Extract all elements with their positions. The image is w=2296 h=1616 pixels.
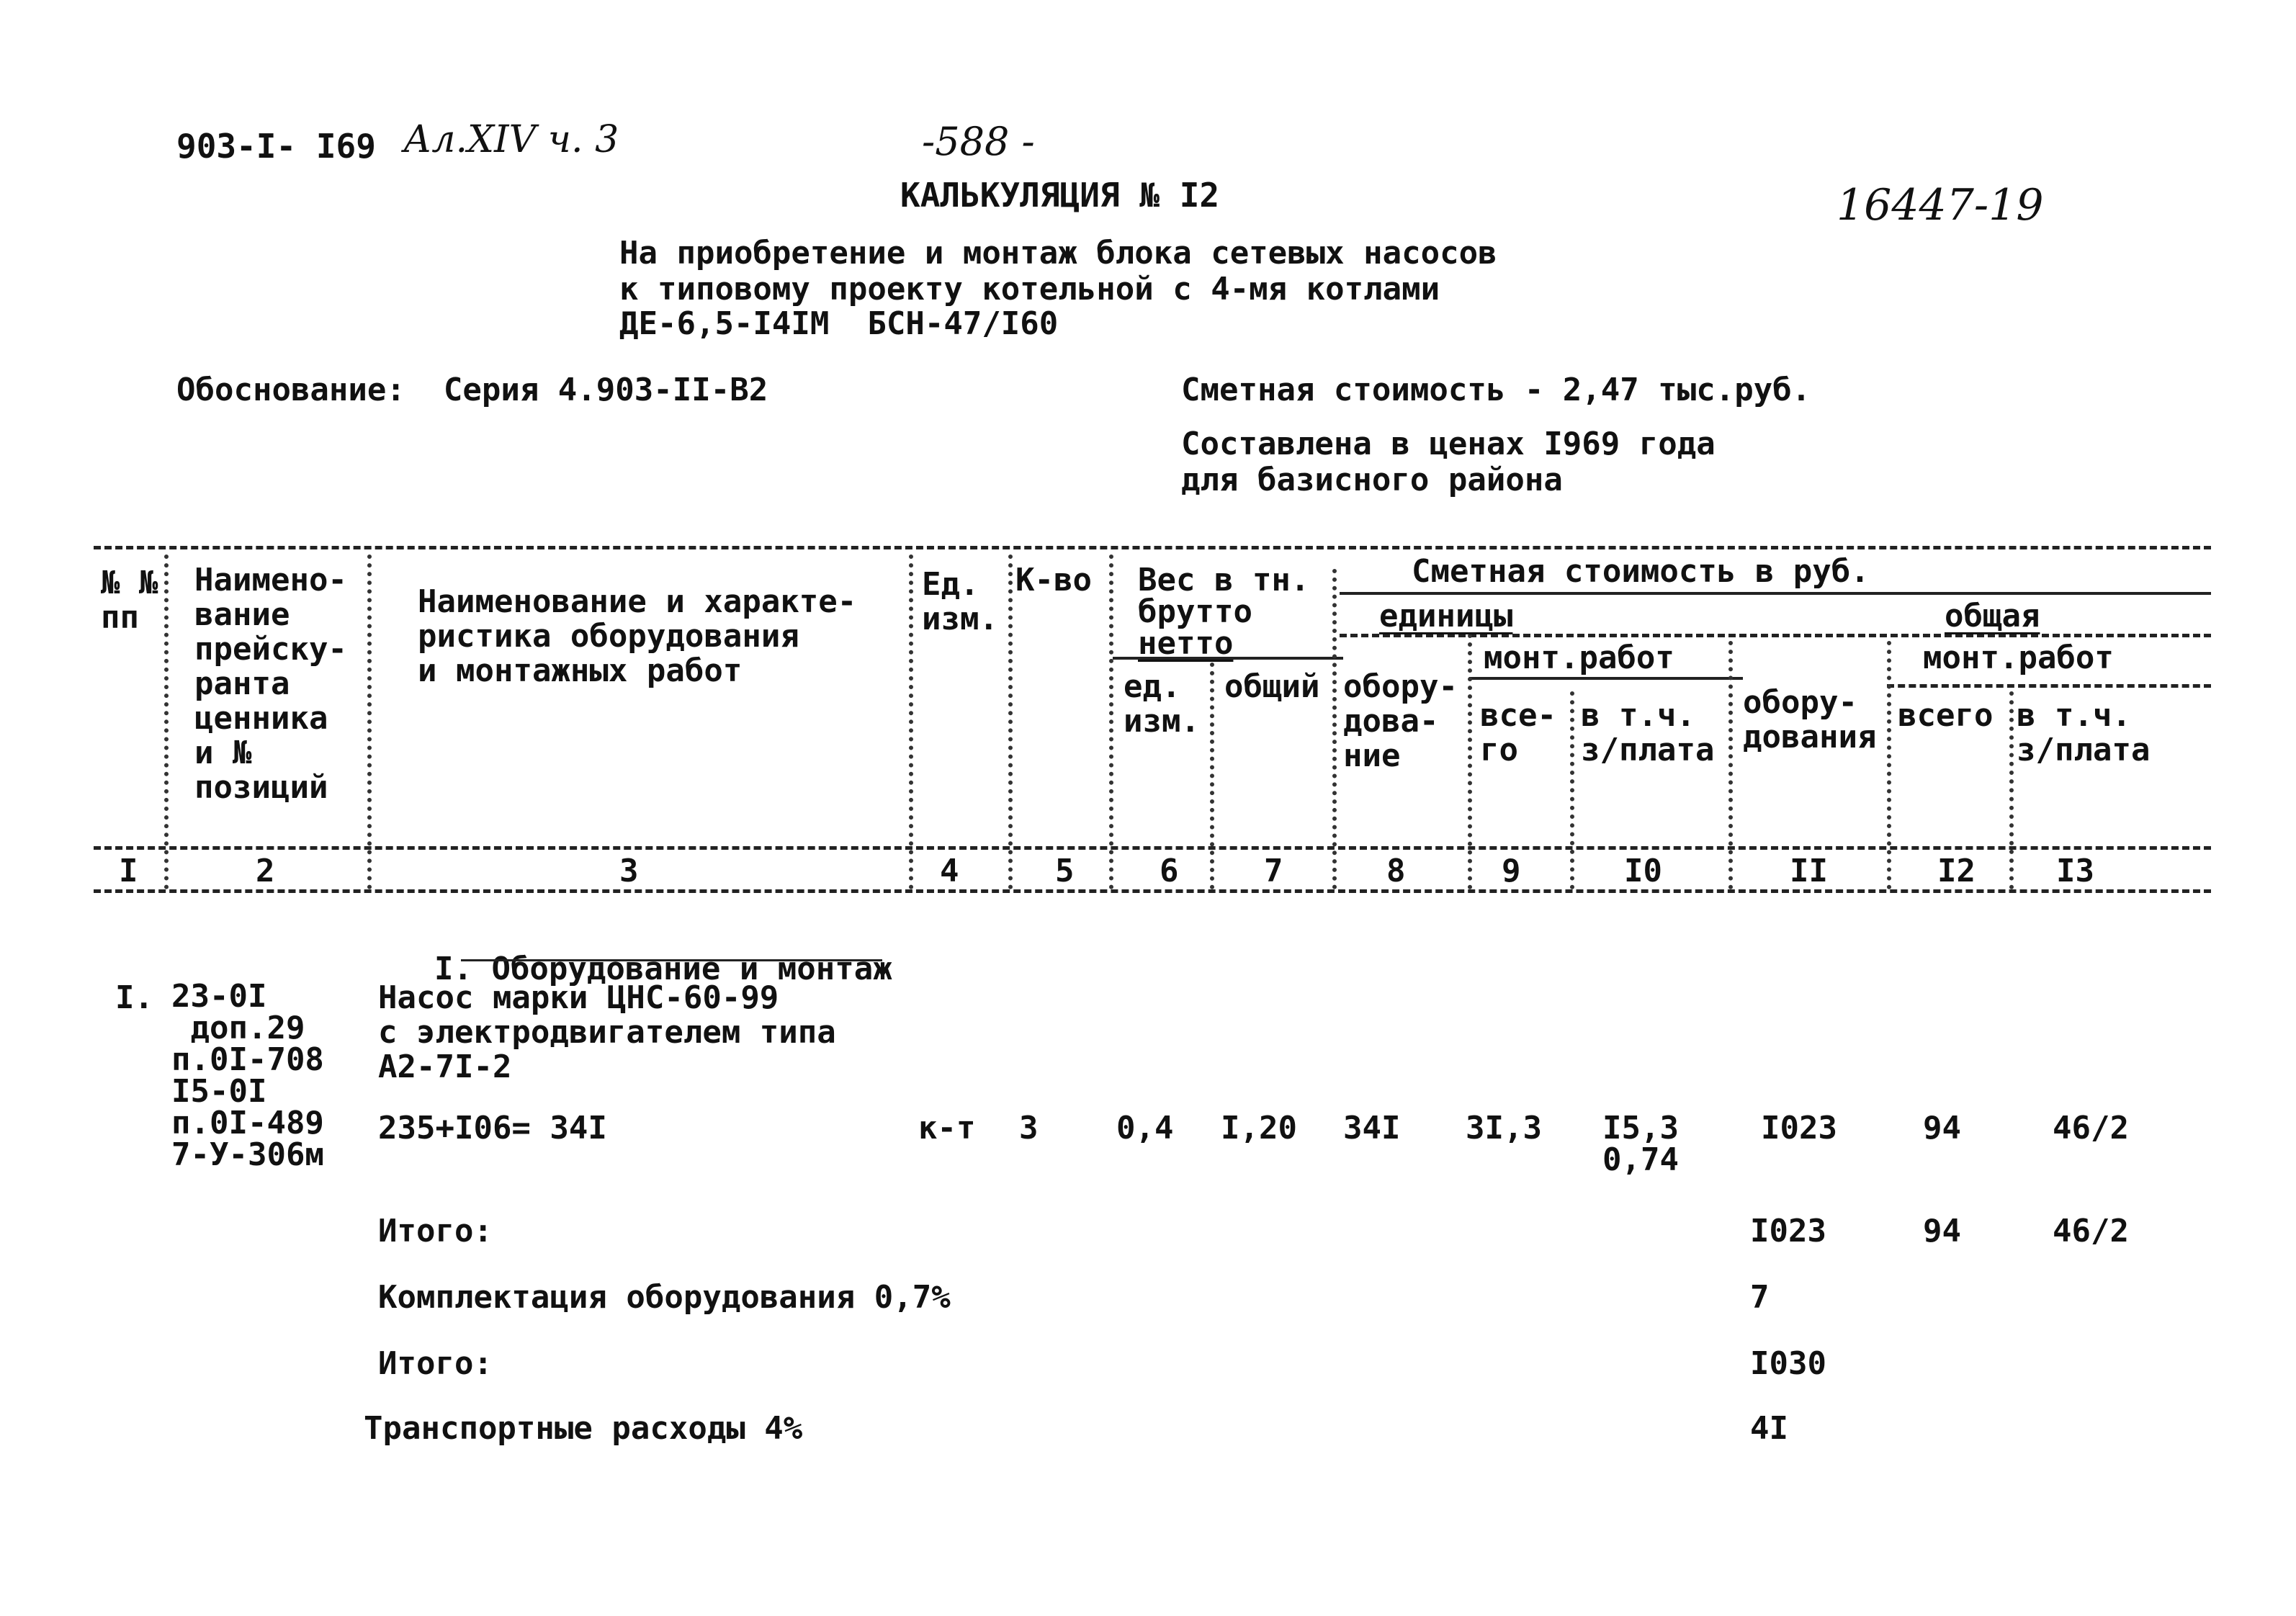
header-mont-unit: монт.работ bbox=[1484, 639, 1674, 676]
col-sep-2 bbox=[367, 555, 372, 889]
column-number: 5 bbox=[1055, 853, 1075, 889]
column-number: 7 bbox=[1264, 853, 1283, 889]
col-sep-7 bbox=[1332, 569, 1337, 889]
document-code: 903-I- I69 bbox=[176, 127, 376, 166]
header-col-3: Наименование и характе- ристика оборудования и монтажных работ bbox=[418, 583, 857, 689]
header-col-13: в т.ч. з/плата bbox=[2017, 697, 2151, 768]
row-equipment-unit: 34I bbox=[1343, 1110, 1401, 1146]
row-mont-unit-wage: I5,3 0,74 bbox=[1602, 1110, 1679, 1178]
summary-label: Комплектация оборудования 0,7% bbox=[378, 1279, 951, 1316]
summary-mont: 94 bbox=[1923, 1213, 1961, 1249]
row-number: I. bbox=[115, 979, 153, 1016]
row-mont-total: 94 bbox=[1923, 1110, 1961, 1146]
subtitle-line-3: ДЕ-6,5-I4IМ БСН-47/I60 bbox=[619, 305, 1059, 342]
row-mont-unit-total: 3I,3 bbox=[1466, 1110, 1542, 1146]
document-code-handwritten: Ал.XIV ч. 3 bbox=[403, 118, 619, 161]
column-number-bottom-rule bbox=[94, 889, 2211, 893]
row-equipment-total: I023 bbox=[1761, 1110, 1837, 1146]
header-col-6: ед. изм. bbox=[1124, 668, 1200, 740]
col-sep-10 bbox=[1728, 641, 1733, 889]
row-mont-total-wage: 46/2 bbox=[2053, 1110, 2129, 1146]
price-basis-line-1: Составлена в ценах I969 года bbox=[1181, 426, 1716, 462]
row-description: Насос марки ЦНС-60-99 с электродвигателем типа А2-7I-2 bbox=[378, 979, 836, 1085]
column-number: I bbox=[119, 853, 138, 889]
header-col-4: Ед. изм. bbox=[922, 566, 998, 637]
column-number: 6 bbox=[1160, 853, 1179, 889]
archive-number: 16447-19 bbox=[1837, 180, 2044, 230]
header-unit-group: единицы bbox=[1379, 598, 1513, 634]
header-brutto: брутто bbox=[1138, 593, 1252, 630]
col-sep-4 bbox=[1008, 555, 1013, 889]
basis-line: Обоснование: Серия 4.903-II-В2 bbox=[176, 372, 768, 408]
row-weight-total: I,20 bbox=[1221, 1110, 1297, 1146]
header-netto: нетто bbox=[1138, 625, 1234, 662]
column-number: II bbox=[1790, 853, 1828, 889]
row-weight-unit: 0,4 bbox=[1116, 1110, 1174, 1146]
column-number: I0 bbox=[1624, 853, 1662, 889]
document-title: КАЛЬКУЛЯЦИЯ № I2 bbox=[900, 176, 1220, 215]
col-sep-5 bbox=[1109, 555, 1113, 889]
summary-label: Итого: bbox=[378, 1345, 493, 1382]
summary-wage: 46/2 bbox=[2053, 1213, 2129, 1249]
col-sep-8 bbox=[1468, 634, 1472, 889]
column-number: I2 bbox=[1937, 853, 1976, 889]
header-col-8: обору- дова- ние bbox=[1343, 668, 1458, 774]
header-col-9: все- го bbox=[1480, 697, 1556, 768]
mont-unit-rule bbox=[1469, 677, 1743, 680]
page-number: -588 - bbox=[922, 119, 1035, 164]
summary-label: Транспортные расходы 4% bbox=[364, 1410, 803, 1447]
row-unit: к-т bbox=[918, 1110, 976, 1146]
row-quantity: 3 bbox=[1019, 1110, 1039, 1146]
cost-header-rule bbox=[1340, 592, 2211, 595]
subtitle-line-2: к типовому проекту котельной с 4-мя котлами bbox=[619, 271, 1440, 308]
row-price-reference: 23-0I доп.29 п.0I-708 I5-0I п.0I-489 7-У-306м bbox=[171, 978, 324, 1173]
row-calculation: 235+I06= 34I bbox=[378, 1110, 607, 1146]
header-col-10: в т.ч. з/плата bbox=[1581, 697, 1715, 768]
price-basis-line-2: для базисного района bbox=[1181, 462, 1563, 498]
summary-label: Итого: bbox=[378, 1213, 493, 1249]
section-title-underline bbox=[461, 959, 882, 961]
header-col-7: общий bbox=[1224, 668, 1320, 705]
col-sep-9 bbox=[1570, 691, 1574, 889]
column-number: 4 bbox=[940, 853, 959, 889]
section-title-text: I. Оборудование и монтаж bbox=[434, 951, 892, 987]
summary-equipment: I030 bbox=[1750, 1345, 1826, 1382]
mont-total-rule bbox=[1887, 684, 2211, 688]
header-col-11: обору- дования bbox=[1743, 684, 1877, 755]
column-number-top-rule bbox=[94, 846, 2211, 850]
estimated-cost: Сметная стоимость - 2,47 тыс.руб. bbox=[1181, 372, 1811, 408]
column-number: 2 bbox=[256, 853, 275, 889]
column-number: 8 bbox=[1386, 853, 1406, 889]
col-sep-3 bbox=[909, 555, 913, 889]
col-sep-12 bbox=[2009, 691, 2014, 889]
column-number: I3 bbox=[2056, 853, 2094, 889]
summary-equipment: 4I bbox=[1750, 1410, 1788, 1447]
header-weight: Вес в тн. bbox=[1138, 562, 1310, 598]
header-cost: Сметная стоимость в руб. bbox=[1412, 553, 1870, 590]
col-sep-11 bbox=[1887, 641, 1891, 889]
summary-equipment: I023 bbox=[1750, 1213, 1826, 1249]
col-sep-6 bbox=[1210, 663, 1214, 889]
header-col-5: К-во bbox=[1015, 562, 1092, 598]
col-sep-1 bbox=[164, 555, 169, 889]
column-number: 3 bbox=[619, 853, 639, 889]
header-col-1: № № пп bbox=[101, 565, 158, 636]
subtitle-line-1: На приобретение и монтаж блока сетевых насосов bbox=[619, 235, 1497, 271]
header-total-group: общая bbox=[1945, 598, 2040, 634]
section-title bbox=[396, 922, 892, 985]
header-mont-total: монт.работ bbox=[1923, 639, 2114, 676]
header-col-12: всего bbox=[1898, 697, 1994, 734]
summary-equipment: 7 bbox=[1750, 1279, 1770, 1316]
table-top-rule bbox=[94, 546, 2211, 549]
header-col-2: Наимено- вание прейску- ранта ценника и № позиций bbox=[194, 562, 347, 806]
column-number: 9 bbox=[1502, 853, 1521, 889]
